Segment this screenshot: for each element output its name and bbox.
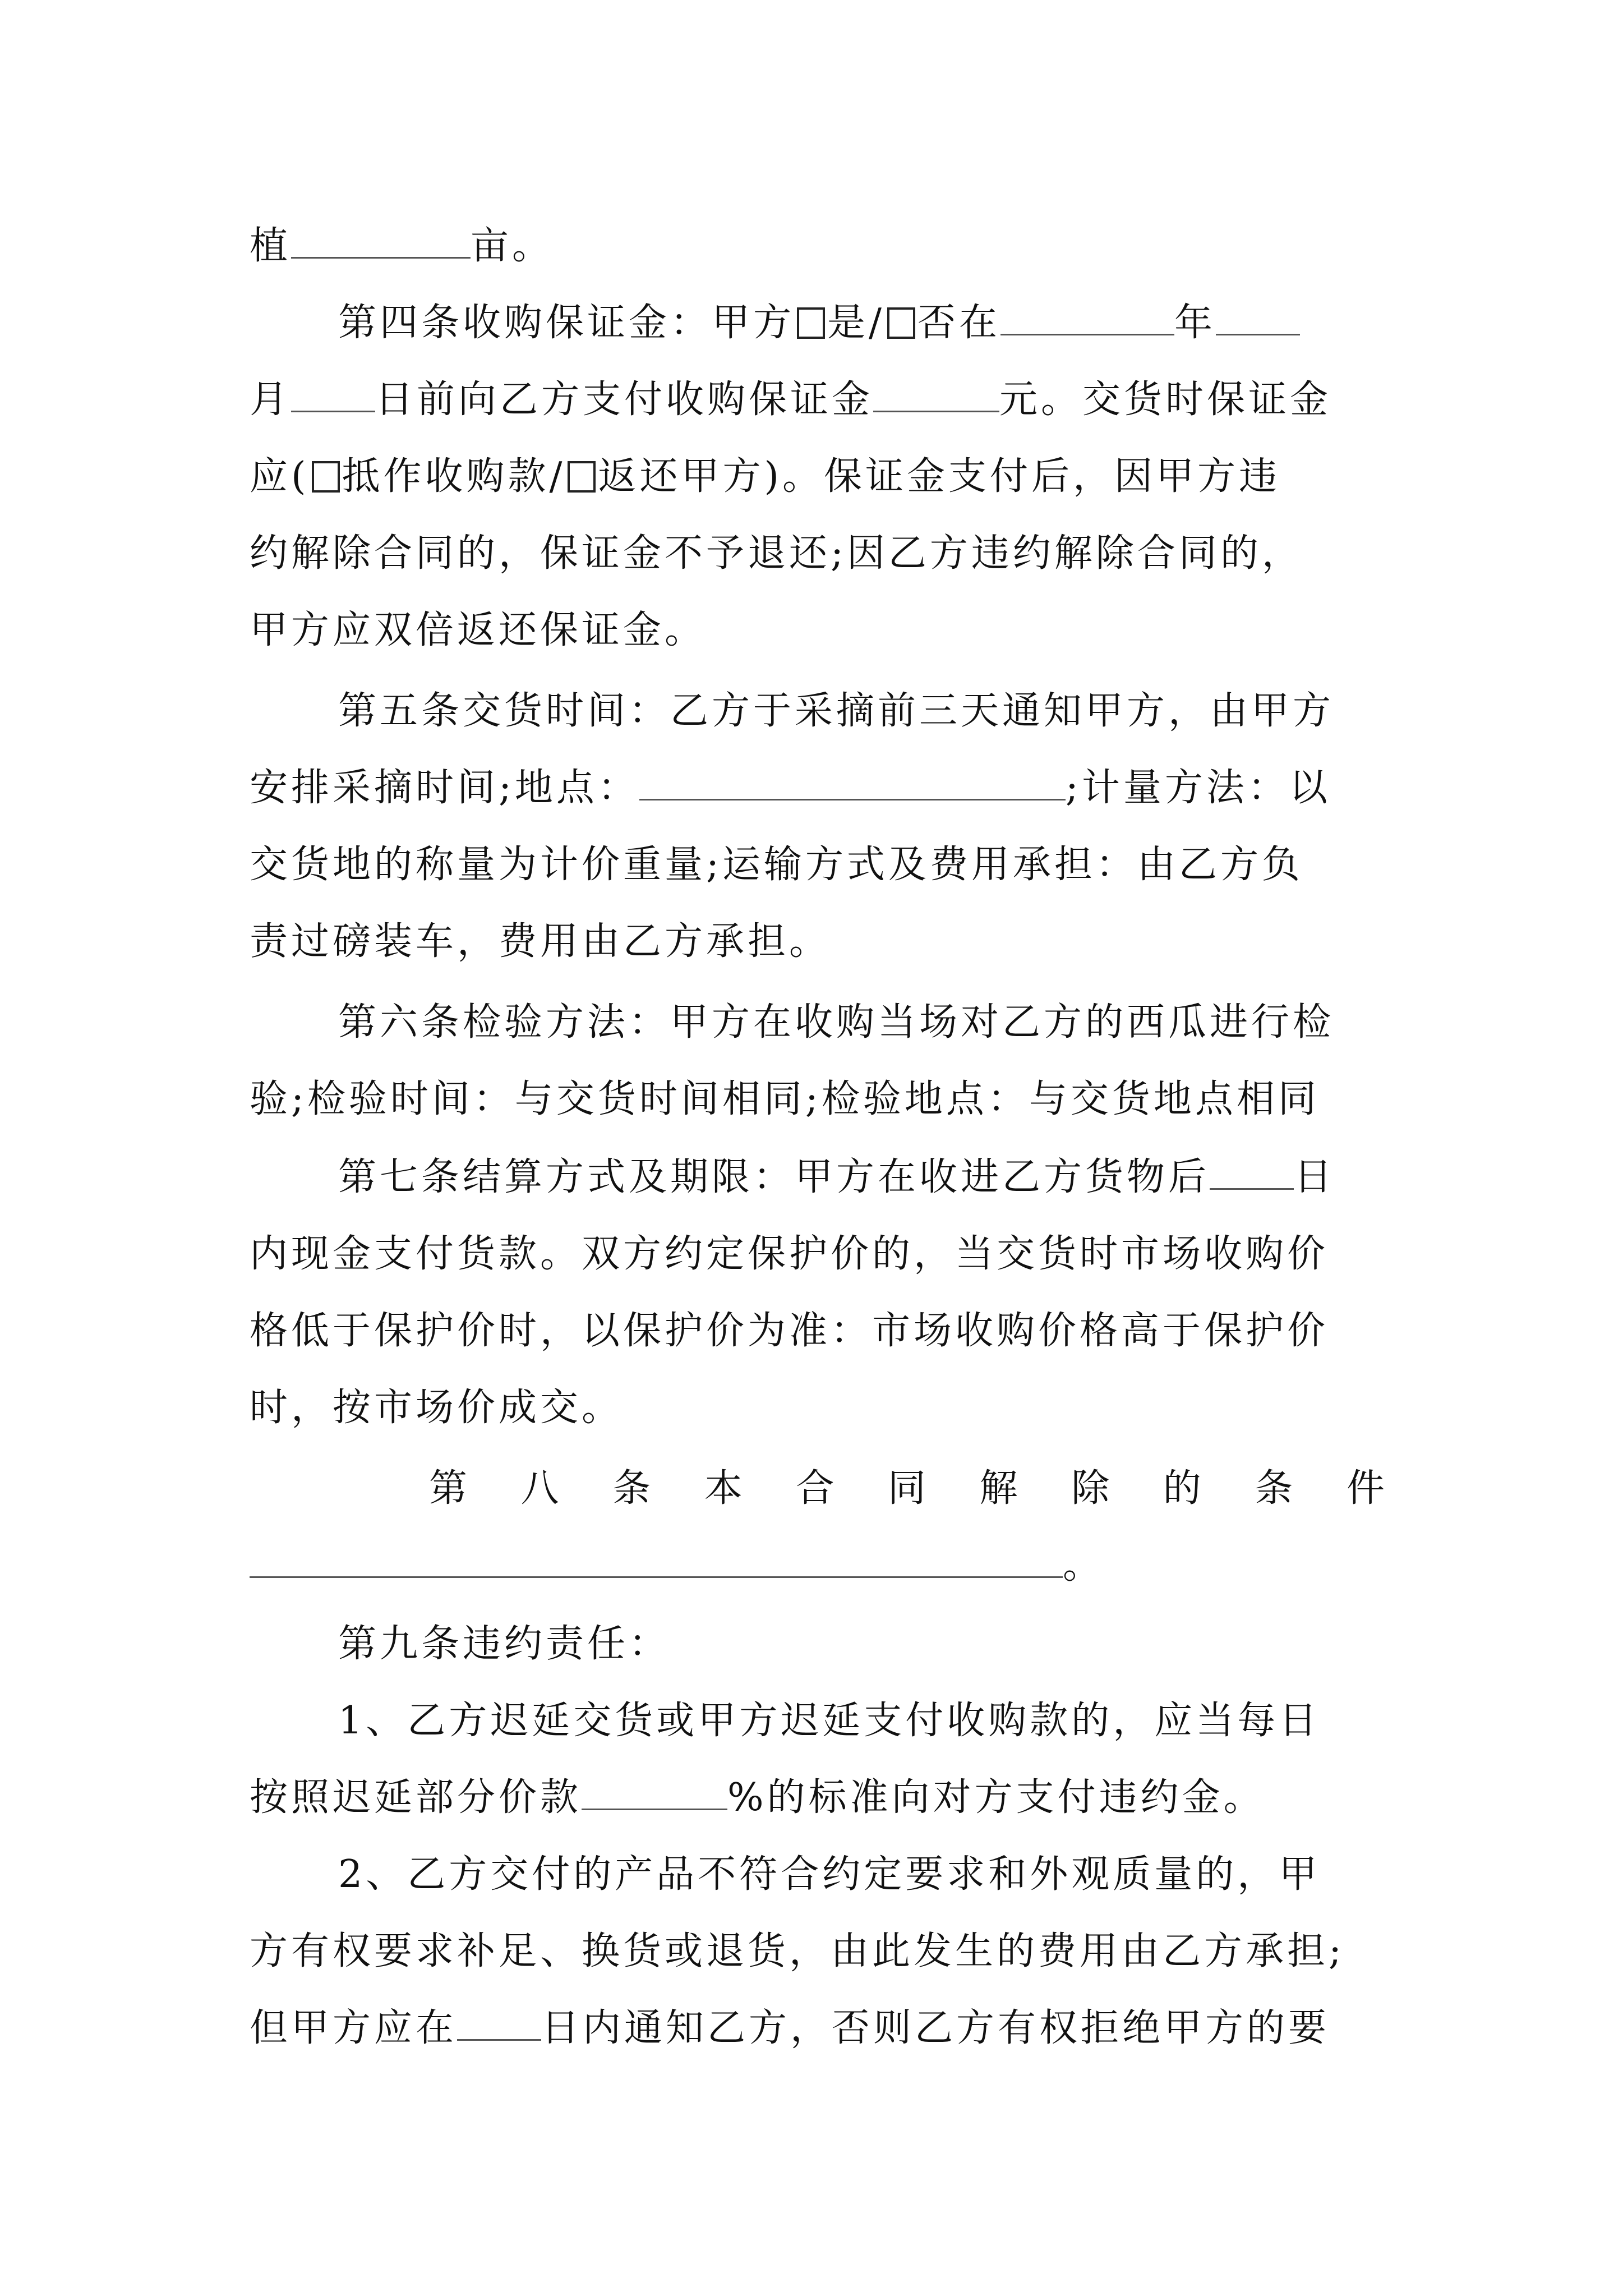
article-5-delivery <box>250 673 1388 980</box>
text: 年 <box>1174 301 1216 345</box>
text: 是/ <box>827 301 885 345</box>
text: ;计量方法：以 <box>1065 766 1331 810</box>
text: 元。交货时保证金 <box>999 378 1332 422</box>
text: 甲方应双倍返还保证金。 <box>250 608 707 652</box>
text: 第五条交货时间：乙方于采摘前三天通知甲方，由甲方 <box>338 689 1335 733</box>
text: 1、乙方迟延交货或甲方迟延支付收购款的，应当每日 <box>338 1699 1321 1743</box>
blank-field[interactable] <box>1216 299 1300 335</box>
text: 交货地的称量为计价重量;运输方式及费用承担：由乙方负 <box>250 843 1303 887</box>
article-4-deposit <box>250 284 1388 669</box>
blank-field[interactable] <box>873 376 999 412</box>
text: 植 <box>250 224 292 268</box>
blank-field[interactable] <box>1210 1153 1294 1190</box>
text: 月 <box>250 378 292 422</box>
checkbox[interactable] <box>312 461 340 493</box>
text: 日内通知乙方，否则乙方有权拒绝甲方的要 <box>541 2006 1330 2050</box>
text: %的标准向对方支付违约金。 <box>727 1775 1265 1820</box>
text: 约解除合同的，保证金不予退还;因乙方违约解除合同的， <box>250 531 1303 576</box>
text: 按照迟延部分价款 <box>250 1775 582 1820</box>
text: 安排采摘时间;地点： <box>250 766 639 810</box>
blank-field[interactable] <box>639 764 1066 800</box>
text: 日 <box>1294 1155 1336 1199</box>
text: 但甲方应在 <box>250 2006 458 2050</box>
text: 时，按市场价成交。 <box>250 1386 624 1430</box>
text: 第七条结算方式及期限：甲方在收进乙方货物后 <box>338 1155 1210 1199</box>
text: 应( <box>250 454 310 499</box>
text: 否在 <box>917 301 1000 345</box>
article-6-inspection <box>250 984 1388 1138</box>
section-title: 第九条违约责任： <box>338 1622 671 1666</box>
text: 第 八 条 本 合 同 解 除 的 条 件 <box>429 1466 1388 1511</box>
blank-field[interactable] <box>1000 299 1174 335</box>
article-8-termination <box>250 1450 1388 1604</box>
article-9-liability <box>250 1605 1388 2067</box>
text: 第四条收购保证金：甲方 <box>338 301 795 345</box>
blank-field[interactable] <box>250 1542 1063 1578</box>
text: 2、乙方交付的产品不符合约定要求和外观质量的，甲 <box>338 1852 1321 1897</box>
text: 。 <box>1063 1543 1105 1588</box>
blank-field[interactable] <box>291 376 375 412</box>
paragraph-planting-area <box>250 208 1388 284</box>
text: 责过磅装车，费用由乙方承担。 <box>250 919 831 964</box>
article-7-settlement <box>250 1139 1388 1446</box>
text: 第六条检验方法：甲方在收购当场对乙方的西瓜进行检 <box>338 1000 1335 1045</box>
blank-field[interactable] <box>457 2004 541 2041</box>
blank-field[interactable] <box>291 222 471 259</box>
checkbox[interactable] <box>797 307 825 339</box>
text: 格低于保护价时，以保护价为准：市场收购价格高于保护价 <box>250 1309 1329 1353</box>
text: 亩。 <box>471 224 554 268</box>
checkbox[interactable] <box>887 307 915 339</box>
text: 抵作收购款/ <box>342 454 566 499</box>
text: 日前向乙方支付收购保证金 <box>375 378 874 422</box>
text: 内现金支付货款。双方约定保护价的，当交货时市场收购价 <box>250 1232 1329 1276</box>
blank-field[interactable] <box>582 1774 727 1810</box>
checkbox[interactable] <box>568 461 596 493</box>
text: 验;检验时间：与交货时间相同;检验地点：与交货地点相同 <box>250 1077 1320 1121</box>
text: 返还甲方)。保证金支付后，因甲方违 <box>598 454 1280 499</box>
text: 方有权要求补足、换货或退货，由此发生的费用由乙方承担; <box>250 1929 1345 1973</box>
